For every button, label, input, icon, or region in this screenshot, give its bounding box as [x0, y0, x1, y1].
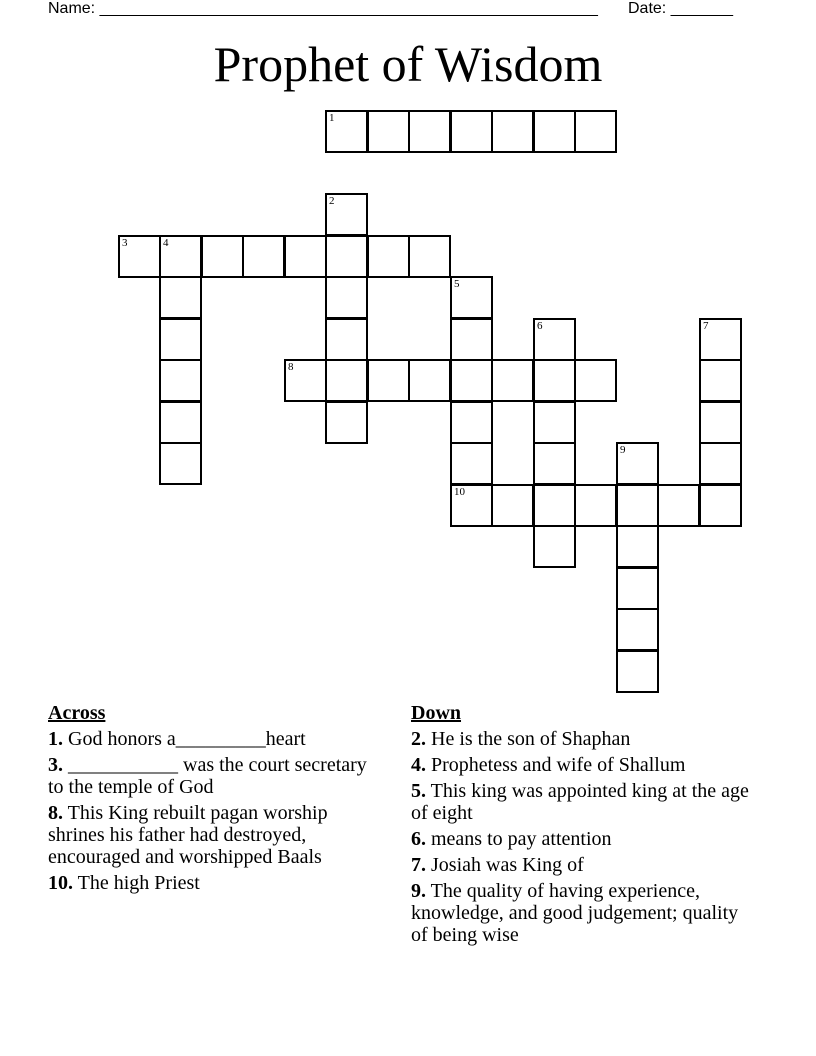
grid-cell[interactable] [616, 650, 659, 693]
grid-cell[interactable] [367, 359, 410, 402]
grid-cell[interactable] [325, 318, 368, 361]
clue-num: 9. [411, 880, 426, 902]
clue-num: 4. [411, 754, 426, 776]
clue-num: 7. [411, 854, 426, 876]
grid-cell[interactable] [699, 401, 742, 444]
grid-cell[interactable] [616, 608, 659, 651]
grid-cell[interactable] [533, 318, 576, 361]
grid-cell[interactable] [699, 484, 742, 527]
grid-cell[interactable] [699, 442, 742, 485]
clue-number: 10 [454, 486, 465, 498]
down-clues [411, 702, 751, 950]
clue-number: 4 [163, 237, 169, 249]
down-clue [411, 880, 751, 946]
clue-text: God honors a_________heart [68, 728, 306, 750]
clue-number: 5 [454, 278, 460, 290]
grid-cell[interactable] [325, 110, 368, 153]
grid-cell[interactable] [616, 442, 659, 485]
grid-cell[interactable] [159, 318, 202, 361]
grid-cell[interactable] [699, 359, 742, 402]
down-clue-list [411, 728, 751, 946]
grid-cell[interactable] [159, 235, 202, 278]
across-clue-list [48, 728, 378, 894]
grid-cell[interactable] [325, 401, 368, 444]
grid-cell[interactable] [450, 276, 493, 319]
clue-text: means to pay attention [431, 828, 612, 850]
grid-cell[interactable] [533, 401, 576, 444]
grid-cell[interactable] [284, 235, 327, 278]
clue-text: ___________ was the court secretary to the temple of God [48, 754, 367, 798]
grid-cell[interactable] [491, 484, 534, 527]
clue-number: 6 [537, 320, 543, 332]
clue-num: 1. [48, 728, 63, 750]
grid-cell[interactable] [616, 567, 659, 610]
clue-text: This king was appointed king at the age of eight [411, 780, 749, 824]
clue-number: 1 [329, 112, 335, 124]
name-field-label: Name: ________________________________________________________ [48, 0, 598, 17]
grid-cell[interactable] [574, 484, 617, 527]
grid-cell[interactable] [450, 442, 493, 485]
puzzle-title: Prophet of Wisdom [213, 36, 603, 92]
grid-cell[interactable] [699, 318, 742, 361]
date-field-label: Date: _______ [628, 0, 733, 17]
clue-num: 8. [48, 802, 63, 824]
clue-text: This King rebuilt pagan worship shrines his father had destroyed, encouraged and worshipped Baals [48, 802, 328, 868]
clue-num: 10. [48, 872, 73, 894]
grid-cell[interactable] [159, 276, 202, 319]
clue-number: 3 [122, 237, 128, 249]
clue-text: The quality of having experience, knowledge, and good judgement; quality of being wise [411, 880, 739, 946]
grid-cell[interactable] [408, 235, 451, 278]
clue-text: He is the son of Shaphan [431, 728, 631, 750]
grid-cell[interactable] [408, 110, 451, 153]
grid-cell[interactable] [574, 110, 617, 153]
grid-cell[interactable] [201, 235, 244, 278]
clue-num: 6. [411, 828, 426, 850]
down-clue [411, 828, 751, 850]
clue-num: 2. [411, 728, 426, 750]
clue-number: 9 [620, 444, 626, 456]
down-clue [411, 780, 751, 824]
grid-cell[interactable] [533, 110, 576, 153]
grid-cell[interactable] [325, 276, 368, 319]
grid-cell[interactable] [408, 359, 451, 402]
grid-cell[interactable] [533, 442, 576, 485]
grid-cell[interactable] [159, 401, 202, 444]
grid-cell[interactable] [616, 484, 659, 527]
clue-num: 3. [48, 754, 63, 776]
grid-cell[interactable] [450, 110, 493, 153]
grid-cell[interactable] [159, 359, 202, 402]
grid-cell[interactable] [450, 484, 493, 527]
grid-cell[interactable] [616, 525, 659, 568]
grid-cell[interactable] [533, 525, 576, 568]
grid-cell[interactable] [450, 359, 493, 402]
grid-cell[interactable] [325, 235, 368, 278]
grid-cell[interactable] [574, 359, 617, 402]
grid-cell[interactable] [450, 401, 493, 444]
clue-number: 7 [703, 320, 709, 332]
grid-cell[interactable] [533, 484, 576, 527]
clue-text: Prophetess and wife of Shallum [431, 754, 686, 776]
down-clue [411, 754, 751, 776]
grid-cell[interactable] [367, 110, 410, 153]
clue-num: 5. [411, 780, 426, 802]
across-clue [48, 872, 378, 894]
clue-number: 2 [329, 195, 335, 207]
down-clue [411, 728, 751, 750]
across-heading: Across [48, 702, 106, 724]
clue-text: The high Priest [77, 872, 200, 894]
grid-cell[interactable] [118, 235, 161, 278]
grid-cell[interactable] [242, 235, 285, 278]
across-clues [48, 702, 378, 898]
grid-cell[interactable] [159, 442, 202, 485]
down-heading: Down [411, 702, 462, 724]
across-clue [48, 728, 378, 750]
across-clue [48, 754, 378, 798]
grid-cell[interactable] [325, 359, 368, 402]
grid-cell[interactable] [450, 318, 493, 361]
down-clue [411, 854, 751, 876]
grid-cell[interactable] [325, 193, 368, 236]
across-clue [48, 802, 378, 868]
grid-cell[interactable] [367, 235, 410, 278]
clue-text: Josiah was King of [431, 854, 584, 876]
grid-cell[interactable] [284, 359, 327, 402]
grid-cell[interactable] [657, 484, 700, 527]
grid-cell[interactable] [491, 110, 534, 153]
grid-cell[interactable] [533, 359, 576, 402]
clue-number: 8 [288, 361, 294, 373]
grid-cell[interactable] [491, 359, 534, 402]
